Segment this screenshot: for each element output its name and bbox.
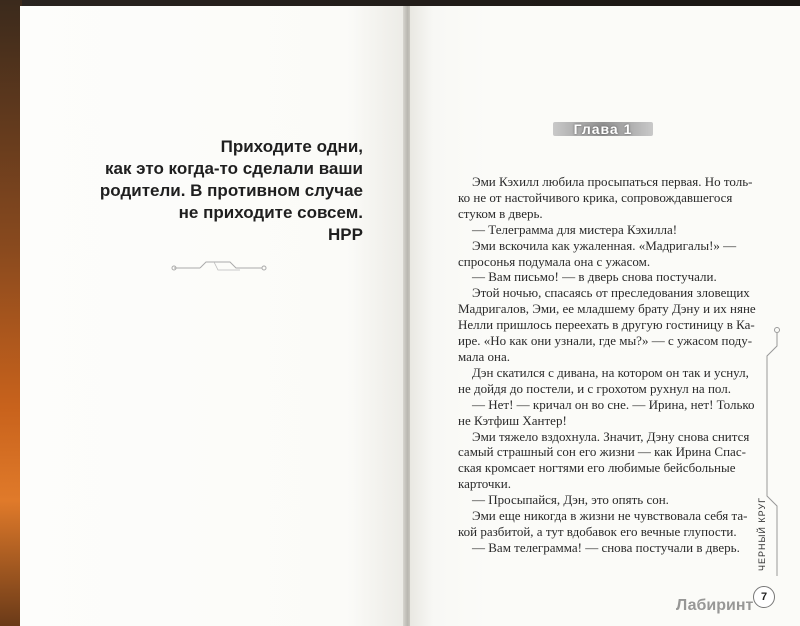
text-line: карточки. (458, 476, 511, 492)
text-line: Дэн скатился с дивана, на котором он так и уснул, (472, 364, 749, 380)
chapter-heading (553, 119, 653, 139)
chapter-body-text (458, 174, 758, 556)
circuit-ornament-icon (170, 256, 270, 276)
epigraph-line: не приходите совсем. (178, 203, 363, 222)
text-line: спросонья подумала она с ужасом. (458, 253, 651, 269)
text-line: Эми еще никогда в жизни не чувствовала себя та- (472, 508, 748, 524)
text-line: — Вам телеграмма! — снова постучали в дверь. (472, 539, 740, 555)
epigraph-line: родители. В противном случае (99, 181, 363, 200)
text-line: стуком в дверь. (458, 205, 543, 221)
epigraph-line: как это когда-то сделали ваши (104, 159, 363, 178)
text-line: ире. «Но как они узнали, где мы?» — с ужасом поду- (458, 333, 753, 349)
text-line: Эми вскочила как ужаленная. «Мадригалы!» — (472, 237, 737, 253)
epigraph-signature: НРР (328, 225, 363, 244)
chapter-title: Глава 1 (573, 121, 633, 137)
epigraph (63, 136, 363, 246)
text-line: самый страшный сон его жизни — как Ирина Спас- (458, 444, 746, 460)
watermark-logo: Лабиринт (676, 597, 754, 614)
text-line: — Вам письмо! — в дверь снова постучали. (472, 269, 717, 285)
right-page (410, 6, 800, 626)
text-line: ская кромсает ногтями его любимые бейсбольные (458, 460, 736, 476)
text-line: кой разбитой, а тут вдобавок его вечные глупости. (458, 523, 737, 539)
text-line: — Нет! — кричал он во сне. — Ирина, нет! Только (472, 396, 755, 412)
text-line: Эми тяжело вздохнула. Значит, Дэну снова снится (472, 428, 750, 444)
epigraph-line: Приходите одни, (220, 137, 363, 156)
text-line: не Кэтфиш Хантер! (458, 412, 567, 428)
running-head (755, 494, 775, 574)
text-line: — Просыпайся, Дэн, это опять сон. (472, 492, 669, 508)
text-line: мала она. (458, 348, 511, 364)
running-head-text: ЧЕРНЫЙ КРУГ (757, 496, 767, 572)
text-line: Этой ночью, спасаясь от преследования зловещих (472, 285, 750, 301)
text-line: — Телеграмма для мистера Кэхилла! (472, 221, 678, 237)
page-number: 7 (753, 586, 775, 608)
text-line: Эми Кэхилл любила просыпаться первая. Но толь- (472, 174, 753, 189)
book-cover-edge (0, 0, 22, 626)
text-line: не дойдя до постели, и с грохотом рухнул на пол. (458, 380, 731, 396)
left-page (20, 6, 405, 626)
text-line: ко не от настойчивого крика, сопровождавшегося (458, 189, 733, 205)
text-line: Нелли пришлось переехать в другую гостиницу в Ка- (458, 317, 755, 333)
text-line: Мадригалов, Эми, ее младшему брату Дэну и их няне (458, 301, 756, 317)
